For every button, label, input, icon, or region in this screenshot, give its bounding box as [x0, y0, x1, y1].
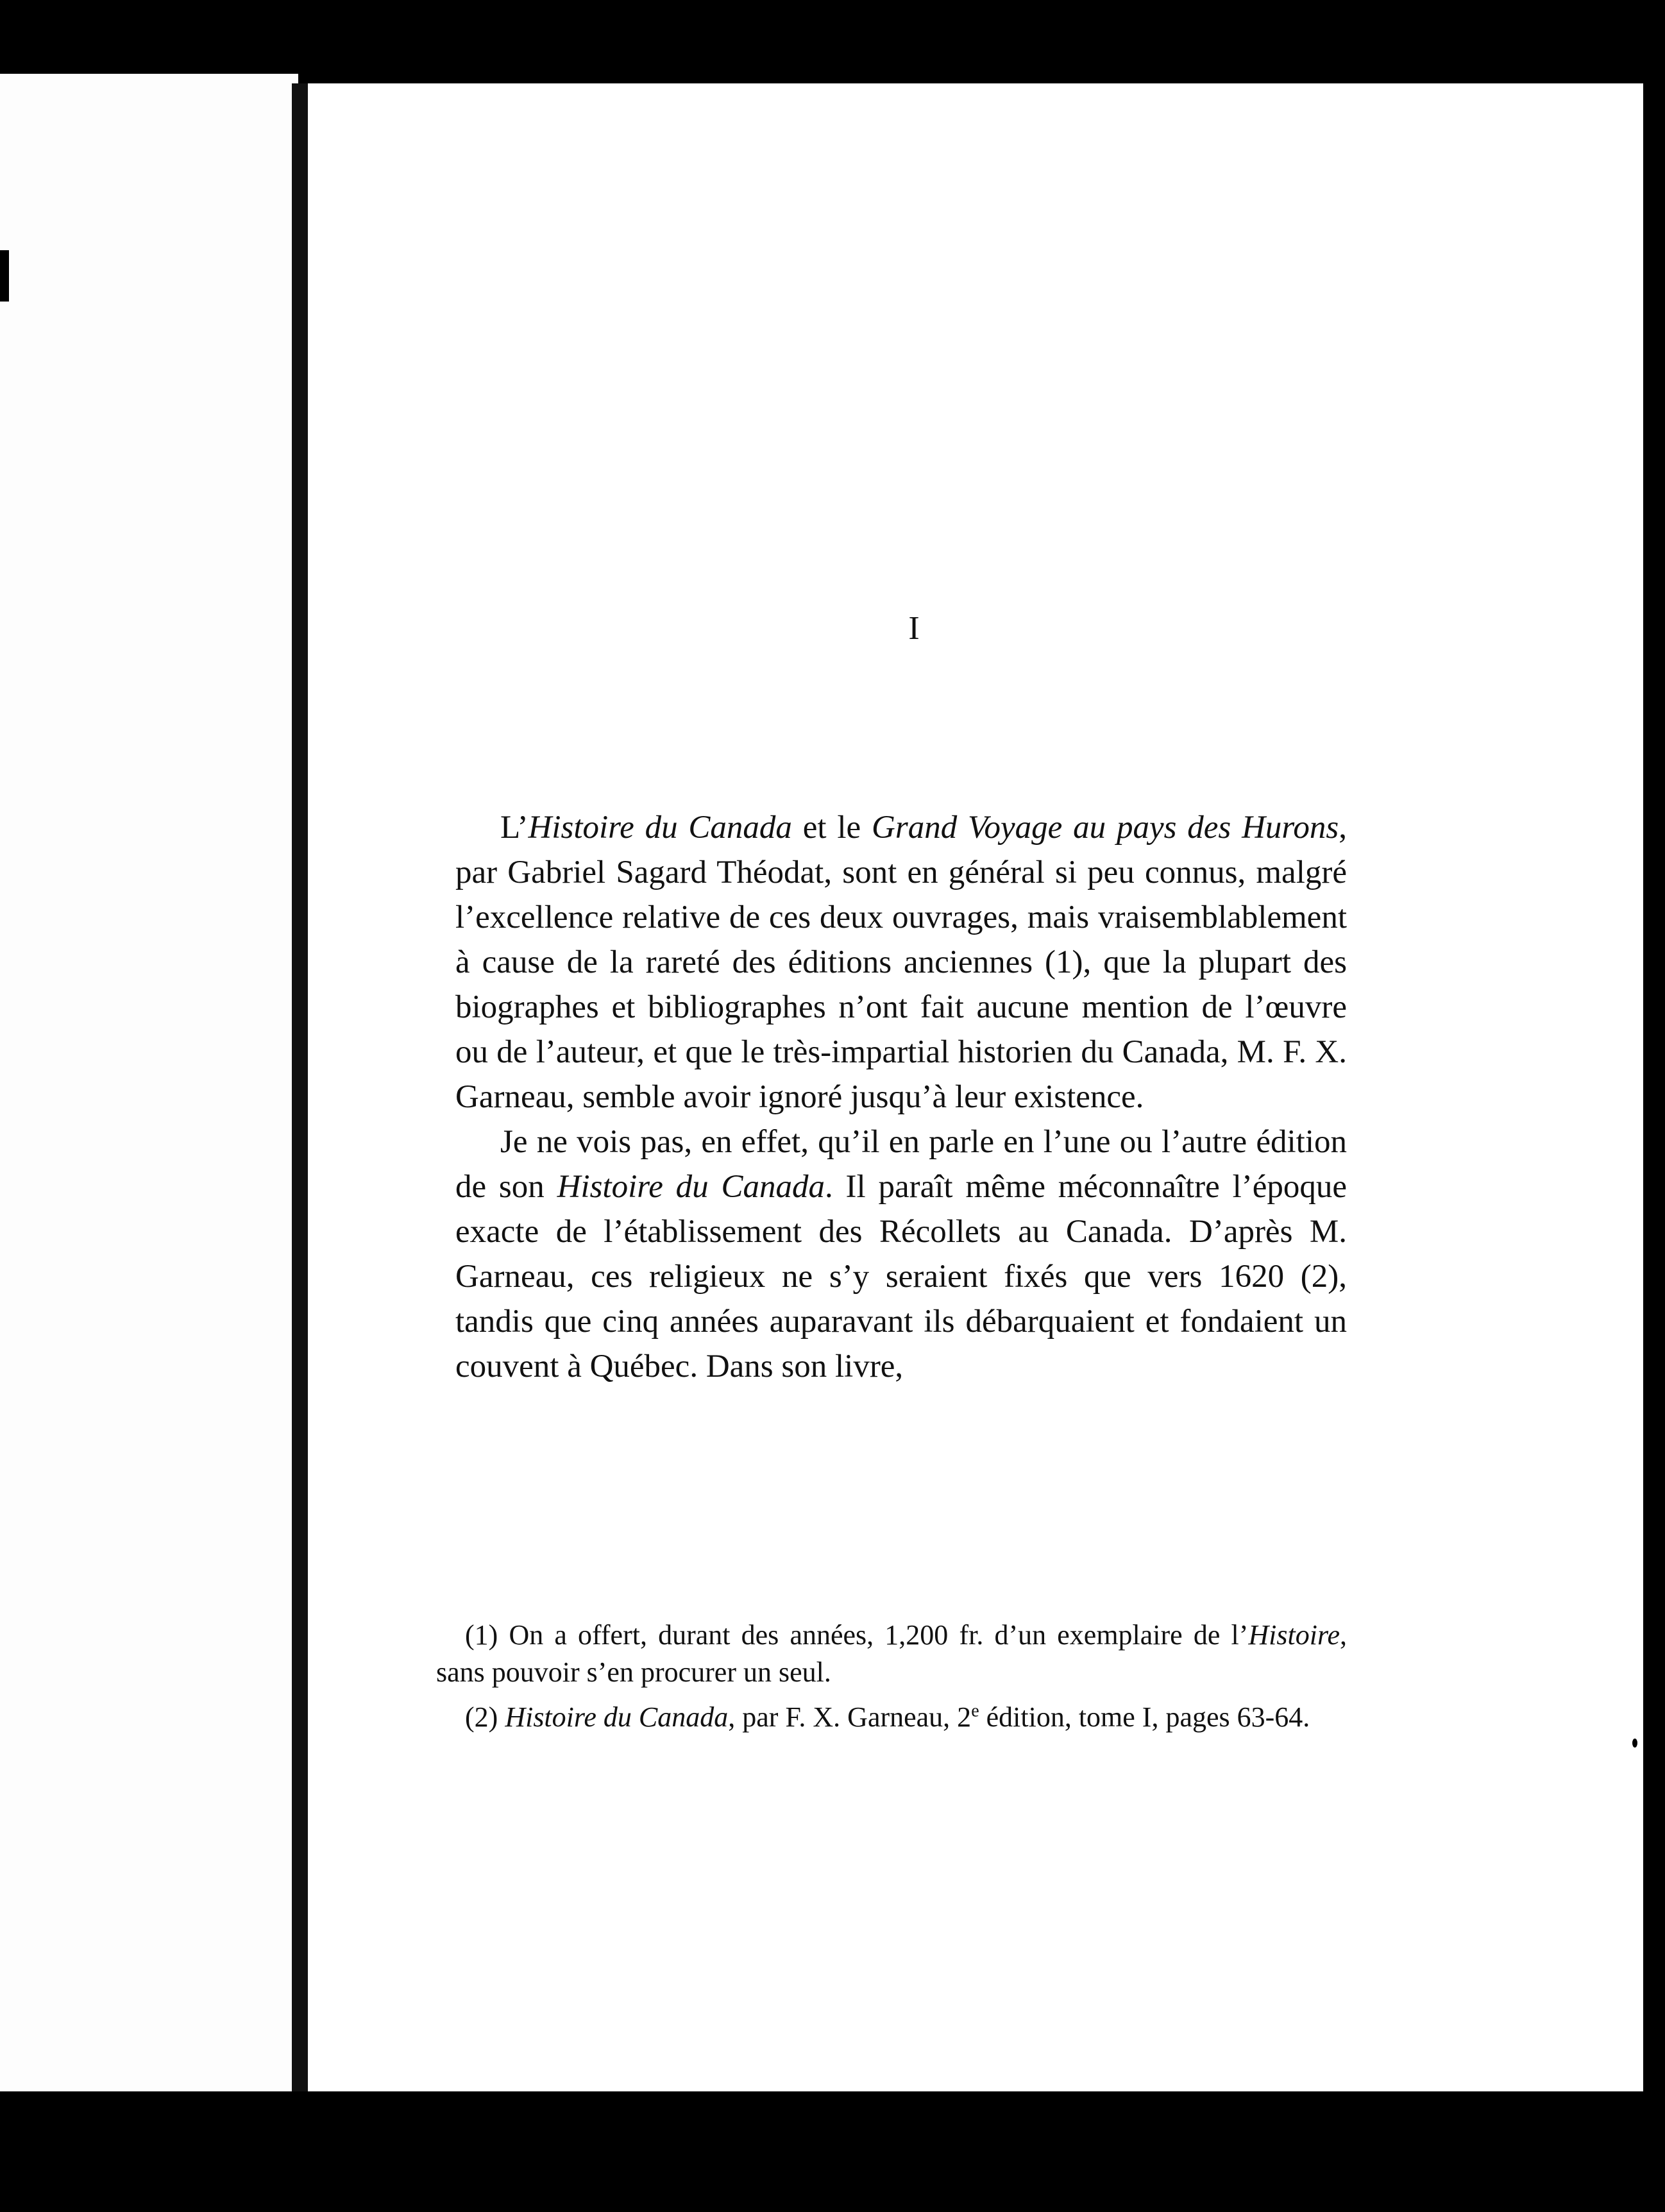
scan-speck	[1270, 0, 1331, 45]
previous-page-fragment	[0, 74, 298, 2091]
body-text	[455, 805, 1347, 1389]
footnote-1: (1) On a offert, durant des années, 1,200 fr. d’un exemplaire de l’Histoire, sans pouvoir s’en procurer un seul.	[436, 1619, 1347, 1688]
footnote-2: (2) Histoire du Canada, par F. X. Garneau, 2e édition, tome I, pages 63-64.	[465, 1701, 1310, 1733]
margin-mark	[0, 250, 9, 302]
scan-speck	[1632, 1739, 1637, 1748]
paragraph-1: L’Histoire du Canada et le Grand Voyage au pays des Hurons, par Gabriel Sagard Théodat, sont en général si peu connus, malgré l’excellence relative de ces deux ouvrages, mais vraisemblablement à cause de la rareté des éditions anciennes (1), que la plupart des biographes et bibliographes n’ont fait aucune mention de l’œuvre ou de l’auteur, et que le très-impartial historien du Canada, M. F. X. Garneau, semble avoir ignoré jusqu’à leur existence.	[455, 810, 1347, 1115]
chapter-number: I	[908, 610, 920, 647]
scan-speck	[606, 6, 619, 29]
paragraph-2: Je ne vois pas, en effet, qu’il en parle en l’une ou l’autre édition de son Histoire du Canada. Il paraît même méconnaître l’époque exacte de l’établissement des Récollets au Canada. D’après M. Garneau, ces religieux ne s’y seraient fixés que vers 1620 (2), tandis que cinq années auparavant ils débarquaient et fondaient un couvent à Québec. Dans son livre,	[455, 1124, 1348, 1384]
footnotes	[436, 1617, 1347, 1744]
